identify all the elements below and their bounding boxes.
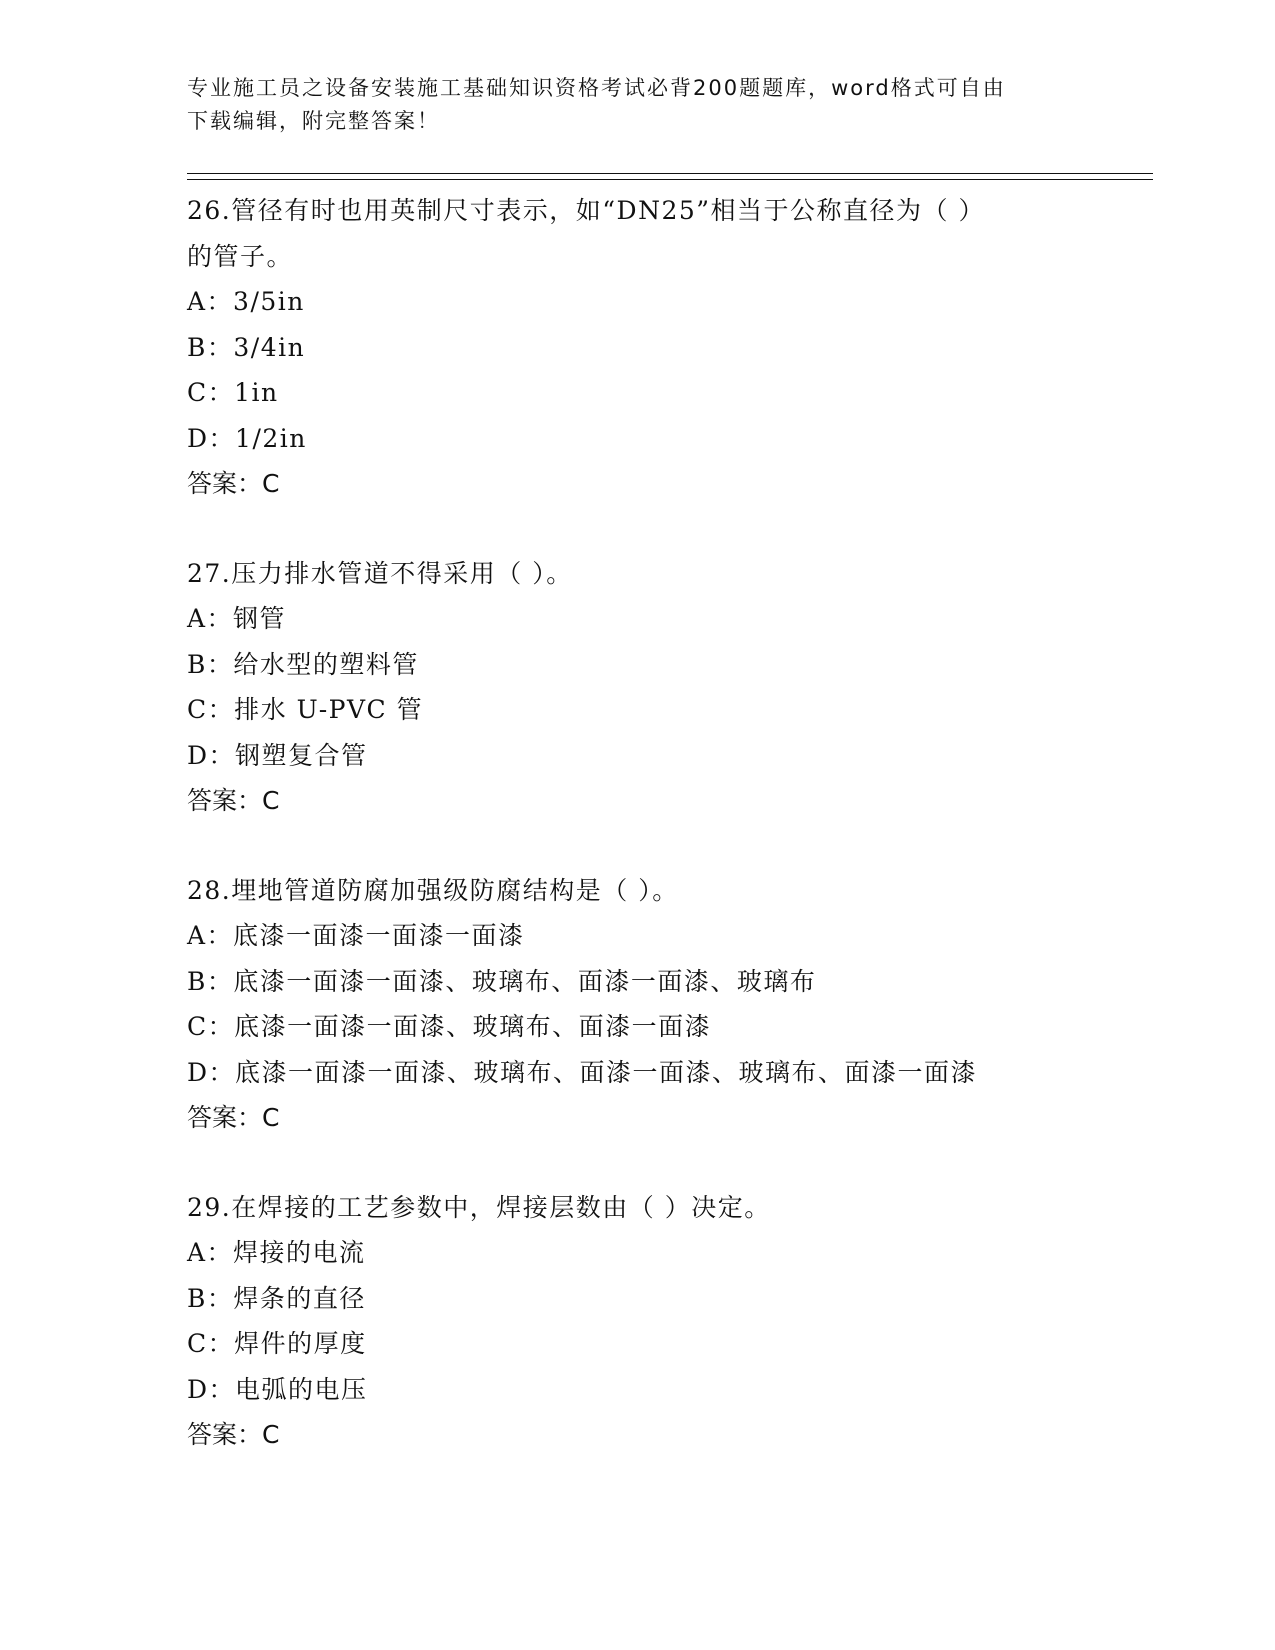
question-stem: 28.埋地管道防腐加强级防腐结构是（ ）。 xyxy=(187,875,679,905)
document-header xyxy=(187,72,1067,138)
option-c: C：底漆一面漆一面漆、玻璃布、面漆一面漆 xyxy=(187,1012,712,1041)
option-c: C：1in xyxy=(187,378,279,407)
answer-line: 答案：C xyxy=(187,1103,280,1132)
option-a: A：钢管 xyxy=(187,604,287,633)
option-b: B：底漆一面漆一面漆、玻璃布、面漆一面漆、玻璃布 xyxy=(187,966,817,996)
header-title-line-1: 专业施工员之设备安装施工基础知识资格考试必背200题题库，word格式可自由 xyxy=(187,76,1006,100)
option-d: D：底漆一面漆一面漆、玻璃布、面漆一面漆、玻璃布、面漆一面漆 xyxy=(187,1057,978,1087)
question-28 xyxy=(187,868,1127,1141)
question-29 xyxy=(187,1185,1127,1458)
option-d: D：钢塑复合管 xyxy=(187,740,368,770)
question-26 xyxy=(187,188,1127,507)
option-c: C：焊件的厚度 xyxy=(187,1329,367,1358)
question-list xyxy=(187,188,1127,1502)
header-divider-top xyxy=(187,173,1153,174)
answer-line: 答案：C xyxy=(187,469,280,498)
option-b: B：给水型的塑料管 xyxy=(187,649,419,679)
option-a: A：底漆一面漆一面漆一面漆 xyxy=(187,921,525,950)
option-a: A：3/5in xyxy=(187,287,305,316)
question-stem: 29.在焊接的工艺参数中，焊接层数由（ ）决定。 xyxy=(187,1192,771,1222)
question-27 xyxy=(187,551,1127,824)
answer-line: 答案：C xyxy=(187,786,280,815)
question-stem: 26.管径有时也用英制尺寸表示，如“DN25”相当于公称直径为（ ） xyxy=(187,196,985,225)
option-d: D：电弧的电压 xyxy=(187,1374,368,1404)
option-b: B：焊条的直径 xyxy=(187,1283,366,1313)
header-divider-bottom xyxy=(187,179,1153,180)
header-title-line-2: 下载编辑，附完整答案！ xyxy=(187,109,440,133)
question-stem: 27.压力排水管道不得采用（ ）。 xyxy=(187,558,573,588)
option-b: B：3/4in xyxy=(187,332,306,362)
option-c: C：排水 U-PVC 管 xyxy=(187,695,424,724)
question-stem-continued: 的管子。 xyxy=(187,241,294,271)
answer-line: 答案：C xyxy=(187,1420,280,1449)
option-d: D：1/2in xyxy=(187,423,307,453)
option-a: A：焊接的电流 xyxy=(187,1238,366,1267)
